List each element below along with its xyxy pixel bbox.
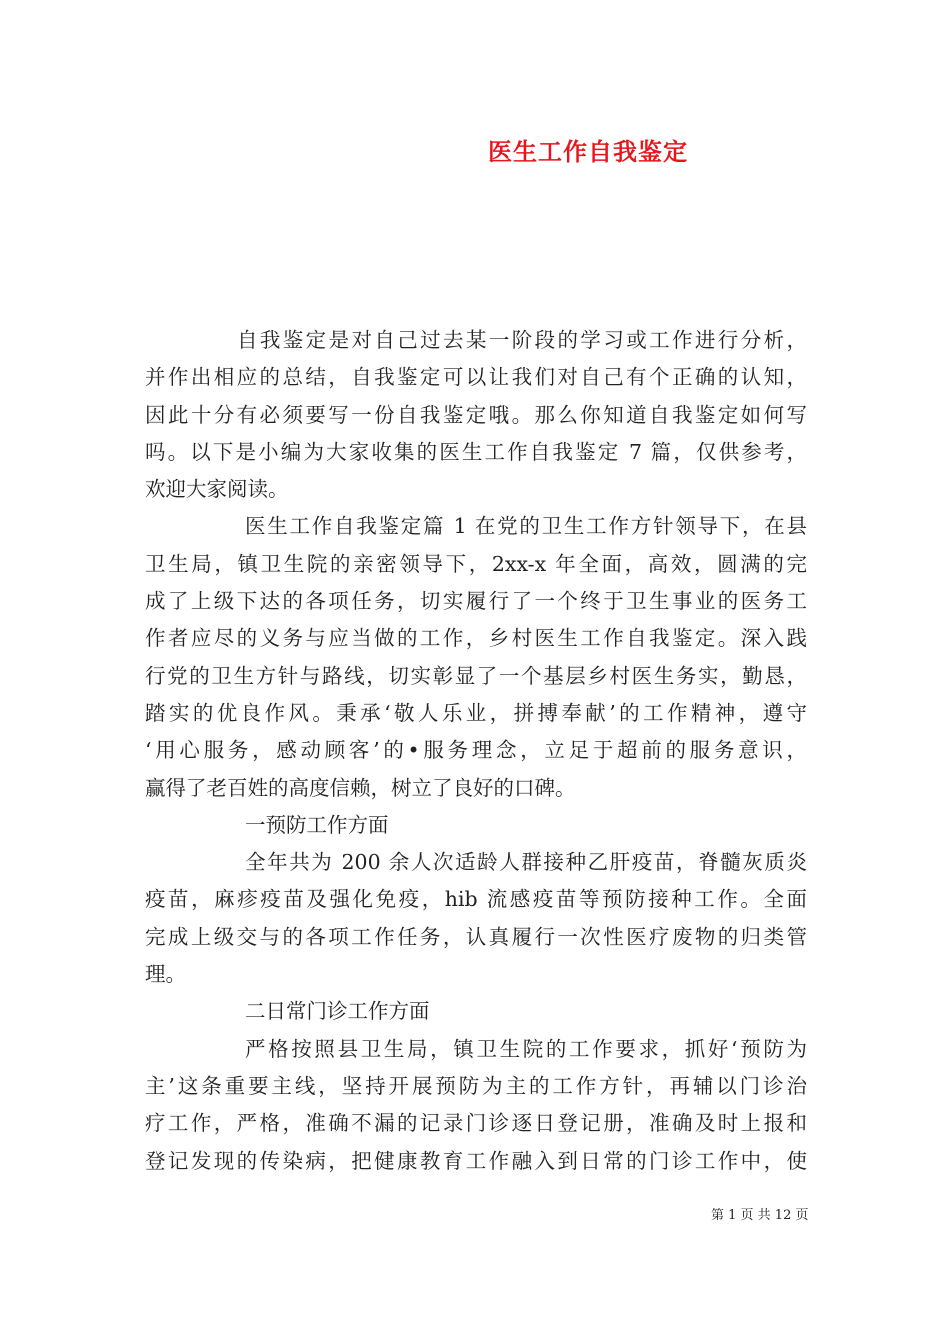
paragraph <box>145 1031 807 1180</box>
text-line: 登记发现的传染病，把健康教育工作融入到日常的门诊工作中，使 <box>145 1148 807 1173</box>
text-line: 吗。以下是小编为大家收集的医生工作自我鉴定 7 篇，仅供参考， <box>145 439 807 464</box>
text-line: 一预防工作方面 <box>245 812 389 837</box>
text-line: 疫苗，麻疹疫苗及强化免疫，hib 流感疫苗等预防接种工作。全面 <box>145 887 807 912</box>
text-line: 疗工作，严格，准确不漏的记录门诊逐日登记册，准确及时上报和 <box>145 1111 807 1136</box>
text-line: 行党的卫生方针与路线，切实彰显了一个基层乡村医生务实，勤恳， <box>145 663 807 688</box>
text-line: 赢得了老百姓的高度信赖，树立了良好的口碑。 <box>145 775 576 800</box>
text-line: 作者应尽的义务与应当做的工作，乡村医生工作自我鉴定。深入践 <box>145 626 807 651</box>
text-line: 欢迎大家阅读。 <box>145 477 289 502</box>
text-line: 并作出相应的总结，自我鉴定可以让我们对自己有个正确的认知， <box>145 365 807 390</box>
text-line: 严格按照县卫生局，镇卫生院的工作要求，抓好‘预防为 <box>245 1036 807 1061</box>
text-line: 因此十分有必须要写一份自我鉴定哦。那么你知道自我鉴定如何写 <box>145 402 807 427</box>
text-line: 踏实的优良作风。秉承‘敬人乐业，拼搏奉献’的工作精神，遵守 <box>145 700 807 725</box>
text-line: 主’这条重要主线，坚持开展预防为主的工作方针，再辅以门诊治 <box>145 1073 807 1098</box>
section-heading <box>145 807 807 844</box>
paragraph <box>145 844 807 993</box>
paragraph <box>145 322 807 508</box>
section-heading <box>145 993 807 1030</box>
text-line: 理。 <box>145 962 186 987</box>
text-line: 完成上级交与的各项工作任务，认真履行一次性医疗废物的归类管 <box>145 924 807 949</box>
document-title: 医生工作自我鉴定 <box>488 137 688 166</box>
text-line: 卫生局，镇卫生院的亲密领导下，2xx-x 年全面，高效，圆满的完 <box>145 551 807 576</box>
text-line: 医生工作自我鉴定篇 1 在党的卫生工作方针领导下，在县 <box>245 514 807 539</box>
text-line: 自我鉴定是对自己过去某一阶段的学习或工作进行分析， <box>237 328 807 352</box>
paragraph <box>145 508 807 806</box>
text-line: 成了上级下达的各项任务，切实履行了一个终于卫生事业的医务工 <box>145 589 807 614</box>
text-line: 全年共为 200 余人次适龄人群接种乙肝疫苗，脊髓灰质炎 <box>245 850 807 875</box>
text-line: 二日常门诊工作方面 <box>245 999 430 1024</box>
text-line: ‘用心服务，感动顾客’的•服务理念，立足于超前的服务意识， <box>145 738 807 763</box>
document-body <box>145 322 807 1180</box>
page-footer: 第 1 页 共 12 页 <box>711 1208 809 1223</box>
